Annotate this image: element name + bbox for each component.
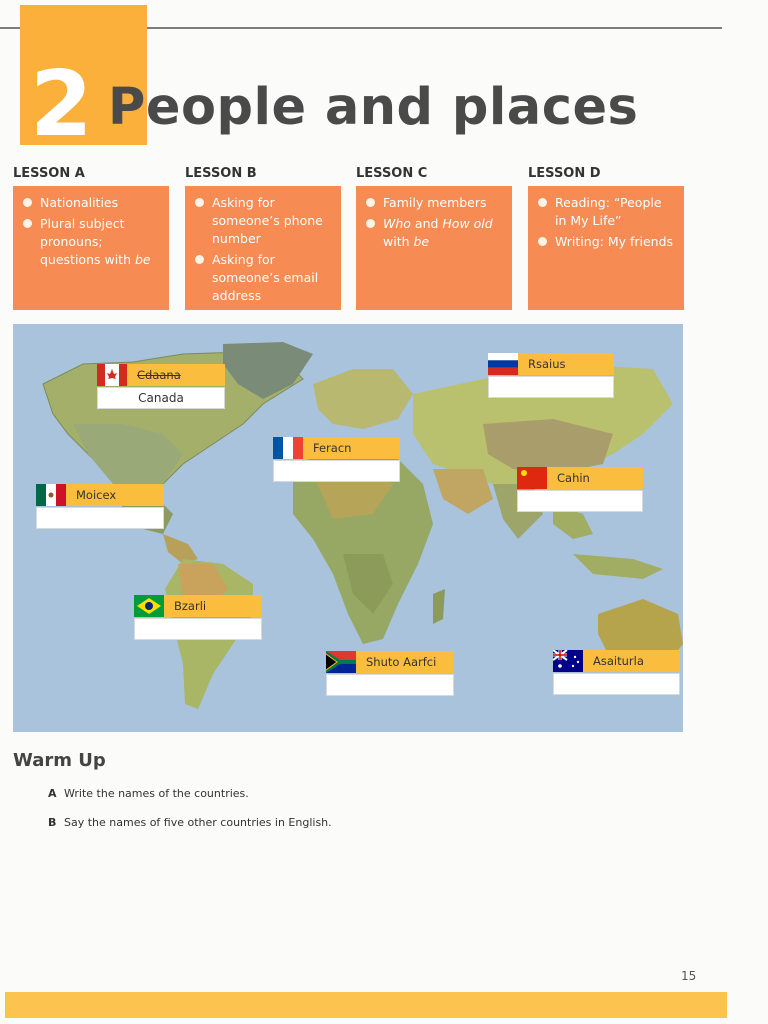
answer-field-australia[interactable]: [553, 673, 680, 695]
lesson-heading: LESSON A: [13, 166, 85, 181]
australia-flag-icon: [553, 650, 583, 672]
warm-up-title: Warm Up: [13, 750, 106, 771]
lesson-item: Asking for someone’s email address: [195, 251, 333, 305]
lesson-c: [356, 166, 512, 310]
exercise-letter: A: [48, 787, 57, 800]
bullet-icon: [366, 219, 375, 228]
exercise-letter: B: [48, 816, 57, 829]
bullet-icon: [366, 198, 375, 207]
lesson-a-box: [13, 186, 169, 310]
lesson-b: [185, 166, 341, 310]
lesson-item: Who and How old with be: [366, 215, 504, 251]
france-flag-icon: [273, 437, 303, 459]
south-africa-flag-icon: [326, 651, 356, 673]
bullet-icon: [538, 237, 547, 246]
exercise-text: Write the names of the countries.: [64, 787, 249, 800]
bullet-icon: [23, 219, 32, 228]
scrambled-word-mexico: Moicex: [66, 484, 164, 506]
lesson-a: [13, 166, 169, 310]
canada-flag-icon: [97, 364, 127, 386]
brazil-flag-icon: [134, 595, 164, 617]
lesson-item: Plural subject pronouns; questions with be: [23, 215, 161, 269]
lesson-c-box: [356, 186, 512, 310]
world-map: [13, 324, 683, 732]
bullet-icon: [538, 198, 547, 207]
scrambled-word-australia: Asaiturla: [583, 650, 680, 672]
answer-field-france[interactable]: [273, 460, 400, 482]
bullet-icon: [23, 198, 32, 207]
answer-field-canada[interactable]: Canada: [97, 387, 225, 409]
russia-flag-icon: [488, 353, 518, 375]
lesson-item: Writing: My friends: [538, 233, 676, 251]
china-flag-icon: [517, 467, 547, 489]
scrambled-word-south-africa: Shuto Aarfci: [356, 651, 454, 673]
answer-field-south-africa[interactable]: [326, 674, 454, 696]
lesson-heading: LESSON C: [356, 166, 428, 181]
scrambled-word-france: Feracn: [303, 437, 400, 459]
bullet-icon: [195, 198, 204, 207]
lesson-heading: LESSON B: [185, 166, 257, 181]
answer-field-brazil[interactable]: [134, 618, 262, 640]
scrambled-word-china: Cahin: [547, 467, 643, 489]
page-number: 15: [681, 969, 697, 983]
page-title: People and places: [108, 78, 639, 137]
exercise-text: Say the names of five other countries in English.: [64, 816, 332, 829]
exercise-b: [48, 815, 332, 831]
unit-number: 2: [30, 52, 93, 157]
answer-field-russia[interactable]: [488, 376, 614, 398]
lesson-d: [528, 166, 684, 310]
lesson-b-box: [185, 186, 341, 310]
lesson-item: Nationalities: [23, 194, 161, 212]
scrambled-word-canada: Cdaana: [127, 364, 225, 386]
exercise-a: [48, 786, 249, 802]
scrambled-word-russia: Rsaius: [518, 353, 614, 375]
lesson-item: Asking for someone’s phone number: [195, 194, 333, 248]
lesson-d-box: [528, 186, 684, 310]
scrambled-word-brazil: Bzarli: [164, 595, 262, 617]
mexico-flag-icon: [36, 484, 66, 506]
bullet-icon: [195, 255, 204, 264]
lesson-heading: LESSON D: [528, 166, 601, 181]
bottom-bar: [5, 992, 727, 1018]
answer-field-mexico[interactable]: [36, 507, 164, 529]
lesson-item: Family members: [366, 194, 504, 212]
lesson-item: Reading: “People in My Life”: [538, 194, 676, 230]
answer-field-china[interactable]: [517, 490, 643, 512]
